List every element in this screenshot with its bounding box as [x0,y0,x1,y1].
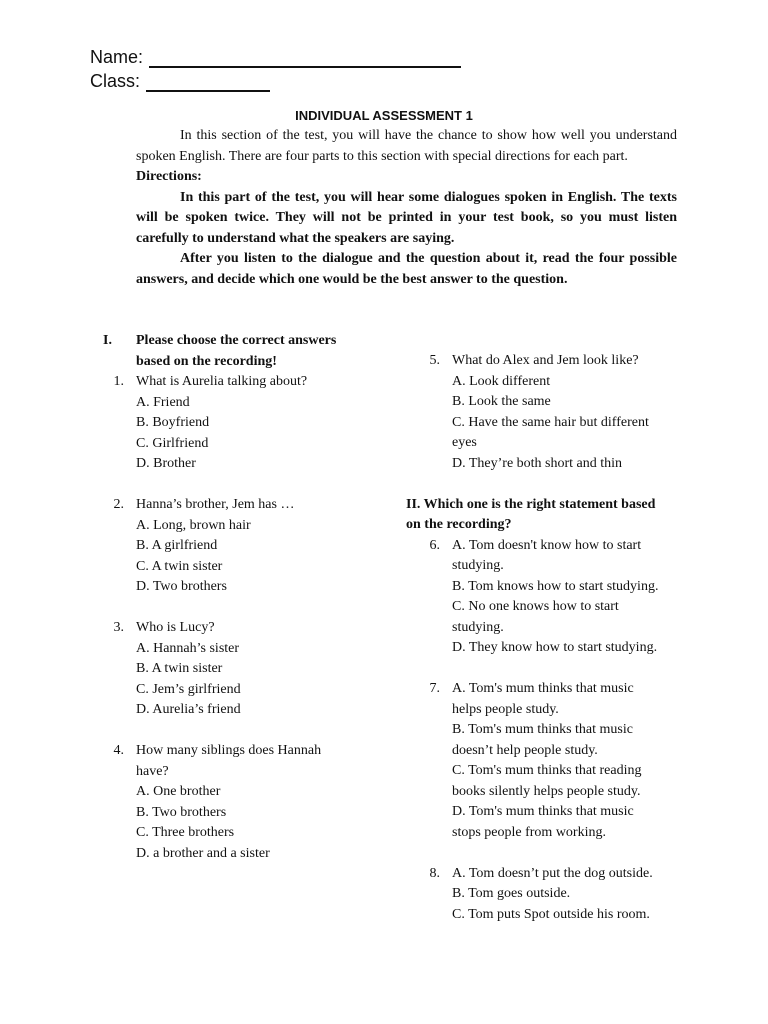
question-3 [100,618,370,721]
question-number: 8. [429,865,440,881]
answer-option[interactable]: D. Two brothers [136,579,227,594]
question-number: 4. [113,743,124,758]
directions-paragraph-2: After you listen to the dialogue and the question about it, read the four possible answers, and decide which one would be the best answer to the question. [136,251,677,287]
answer-option[interactable]: C. Girlfriend [136,435,209,451]
question-text: Hanna’s brother, Jem has … [136,497,295,512]
answer-option[interactable]: C. Tom puts Spot outside his room. [452,906,650,922]
question-text: What is Aurelia talking about? [136,374,308,389]
question-7 [406,679,686,843]
answer-option[interactable]: A. Hannah’s sister [136,640,240,656]
question-number: 3. [113,620,124,635]
answer-option[interactable]: A. One brother [136,784,221,799]
answer-option[interactable]: A. Tom doesn't know how to start [452,537,642,553]
class-blank[interactable] [146,72,270,92]
question-1 [100,372,370,475]
answer-option[interactable]: C. Jem’s girlfriend [136,681,241,697]
name-blank[interactable] [149,48,461,68]
section-2-heading [406,495,686,536]
intro-paragraph: In this section of the test, you will have the chance to show how well you understand spoken English. There are four parts to this section with special directions for each part. [136,128,677,164]
answer-option: eyes [452,435,477,450]
question-text: have? [136,763,169,779]
answer-option[interactable]: A. Tom doesn’t put the dog outside. [452,865,653,881]
question-text: How many siblings does Hannah [136,743,322,758]
answer-option-continued: stops people from working. [452,824,606,840]
answer-option[interactable]: D. Tom's mum thinks that music [452,804,634,819]
question-8 [406,864,686,926]
question-text: What do Alex and Jem look like? [452,353,639,368]
answer-option-continued: studying. [452,619,504,635]
answer-option[interactable]: A. Tom's mum thinks that music [452,681,634,696]
answer-option-continued: studying. [452,558,504,573]
question-number: 7. [429,681,440,696]
answer-option-continued: books silently helps people study. [452,783,641,799]
answer-option[interactable]: C. Three brothers [136,825,235,840]
question-number: 5. [429,353,440,368]
answer-option[interactable]: D. a brother and a sister [136,845,270,861]
answer-option[interactable]: A. Look different [452,373,551,389]
question-6 [406,536,686,659]
answer-option[interactable]: C. Tom's mum thinks that reading [452,763,642,778]
section-heading-line: based on the recording! [136,353,277,369]
answer-option[interactable]: B. A girlfriend [136,538,218,553]
question-text: Who is Lucy? [136,620,215,635]
name-label: Name: [90,47,144,67]
question-number: 1. [113,374,124,389]
answer-option[interactable]: D. Brother [136,456,196,471]
section-number: I. [103,333,112,348]
section-heading-line: on the recording? [406,517,512,532]
class-label: Class: [90,71,141,91]
page-title: INDIVIDUAL ASSESSMENT 1 [295,108,473,123]
answer-option[interactable]: D. They’re both short and thin [452,455,623,471]
section-1-heading [100,331,370,372]
answer-option[interactable]: B. Two brothers [136,804,227,820]
question-2 [100,495,370,598]
answer-option[interactable]: A. Friend [136,394,190,410]
answer-option[interactable]: D. Aurelia’s friend [136,702,241,717]
question-4 [100,741,370,864]
answer-option[interactable]: A. Long, brown hair [136,517,251,533]
answer-option[interactable]: B. Tom knows how to start studying. [452,578,659,594]
answer-option[interactable]: B. Tom goes outside. [452,886,571,901]
name-line [90,46,461,68]
answer-option[interactable]: B. Boyfriend [136,415,210,430]
answer-option[interactable]: C. No one knows how to start [452,599,619,614]
question-number: 6. [429,537,440,553]
question-number: 2. [113,497,124,512]
intro-block [136,126,677,290]
answer-option[interactable]: C. Have the same hair but different [452,414,649,430]
answer-option[interactable]: B. Tom's mum thinks that music [452,722,633,737]
section-heading-line: Please choose the correct answers [136,333,337,348]
question-5 [406,351,686,474]
section-heading-line: II. Which one is the right statement based [406,496,656,512]
answer-option[interactable]: C. A twin sister [136,558,223,574]
class-line [90,70,270,92]
answer-option[interactable]: B. A twin sister [136,661,223,676]
left-column [100,331,370,864]
answer-option-continued: helps people study. [452,701,559,717]
answer-option-continued: doesn’t help people study. [452,742,598,758]
answer-option[interactable]: D. They know how to start studying. [452,640,658,655]
directions-paragraph-1: In this part of the test, you will hear some dialogues spoken in English. The texts will be spoken twice. They will not be printed in your test book, so you must listen carefully to understand what the speakers are saying. [136,189,677,246]
right-column [406,351,686,925]
directions-label: Directions: [136,169,202,184]
answer-option[interactable]: B. Look the same [452,394,551,409]
